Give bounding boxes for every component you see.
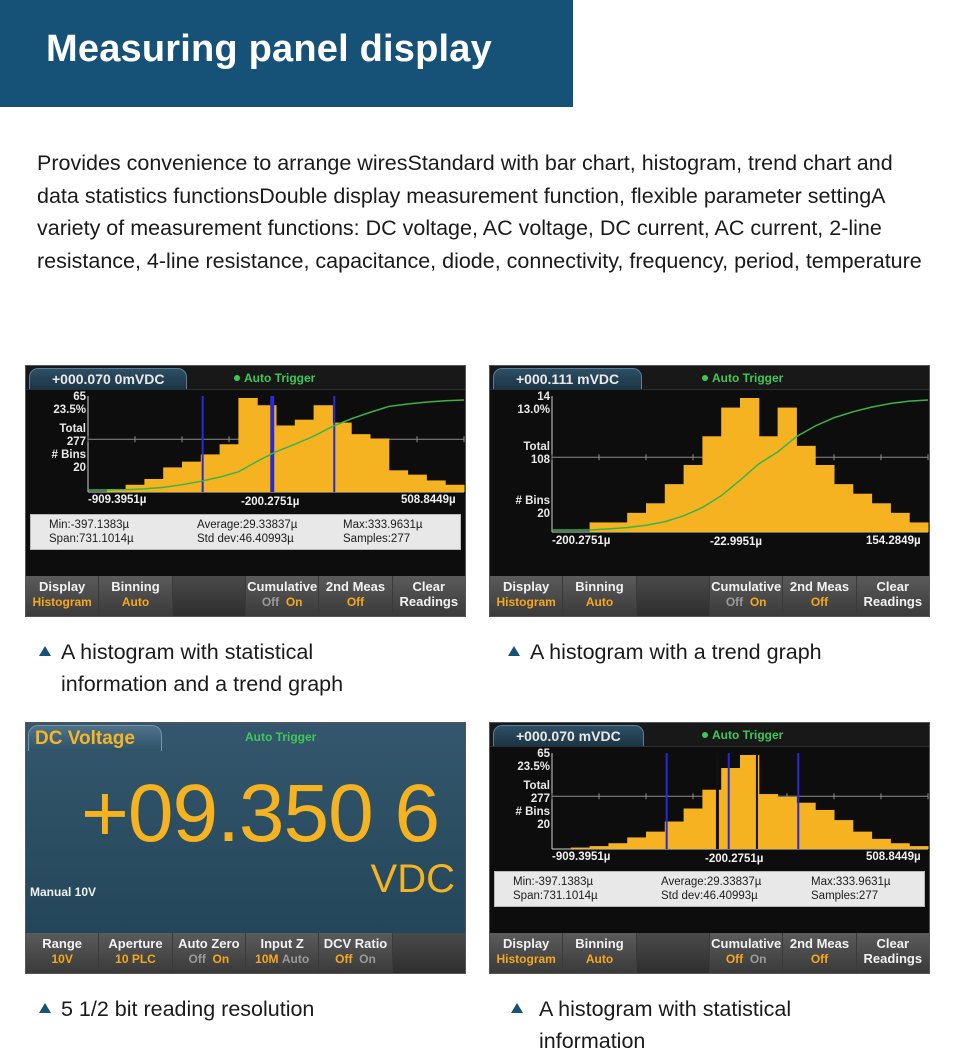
softkey-label: Clear [876,936,910,951]
histogram-bar [351,434,370,492]
softkey-auto-zero[interactable] [173,933,246,973]
status-dot-icon [702,732,708,738]
softkey-label: Range [42,936,83,951]
softkey-label: 2nd Meas [325,579,386,594]
caption-line: A histogram with statistical [61,640,314,664]
x-tick-mid: -200.2751µ [241,496,300,508]
histogram-bar [759,794,778,849]
x-tick-right: 508.8449µ [866,851,921,863]
softkey-value: Histogram [32,595,92,609]
softkey-dcv-ratio[interactable] [319,933,392,973]
stat-span: Span:731.1014µ [513,890,598,902]
softkey-cumulative[interactable] [246,576,319,616]
softkey-cumulative[interactable] [710,933,783,973]
histogram-bar [627,837,646,849]
bins-label: # Bins [51,449,86,461]
softkey-label-2: Readings [863,594,923,609]
histogram-chart [490,391,930,551]
softkey-2nd-meas[interactable] [319,576,392,616]
softkey-label: Display [503,936,550,951]
softkey-display[interactable] [490,576,563,616]
triangle-bullet-icon [39,1003,51,1013]
softkey-value: Auto [585,595,614,609]
histogram-bar [815,810,834,849]
softkey-value: 10 PLC [115,952,156,966]
triangle-bullet-icon [39,646,51,656]
softkey-value: Off [810,595,829,609]
softkey-label: Cumulative [711,579,782,594]
panel-histogram-stats [489,722,930,974]
softkey-label: 2nd Meas [789,936,850,951]
total-value: 108 [530,454,550,466]
softkey-binning[interactable] [563,576,636,616]
histogram-bar [144,479,163,492]
softkey-blank[interactable] [637,933,710,973]
status-dot-icon [234,375,240,381]
softkey-label: Binning [575,936,624,951]
bins-value: 20 [537,819,550,831]
trigger-status [234,371,315,385]
trigger-label: Auto Trigger [244,371,316,385]
readout-tab: +000.070 mVDC [493,725,644,746]
caption-line: information [539,1029,646,1053]
stat-stddev: Std dev:46.40993µ [197,533,294,545]
stat-max: Max:333.9631µ [343,519,423,531]
histogram-bar [408,475,427,492]
y-max-label: 65 [73,391,86,403]
x-tick-left: -909.3951µ [552,851,611,863]
histogram-bar [389,470,408,492]
softkey-display[interactable] [26,576,99,616]
histogram-bar [332,423,351,492]
caption-3 [39,993,459,1027]
panel-histogram-trend [489,365,930,617]
histogram-bar [796,446,815,532]
option-on: Off [335,952,353,966]
histogram-bar [238,398,257,492]
triangle-bullet-icon [508,646,520,656]
softkey-label: Cumulative [711,936,782,951]
readout-tab: +000.070 0mVDC [29,368,187,389]
softkey-input-z[interactable] [246,933,319,973]
histogram-bar [890,843,909,849]
histogram-chart [490,748,930,868]
histogram-bar [163,467,182,492]
softkey-clear-readings[interactable] [393,576,465,616]
panel-histogram-stats-trend [25,365,466,617]
triangle-bullet-icon [511,1003,523,1013]
total-label: Total [523,441,550,453]
histogram-bar [778,408,797,532]
histogram-area [490,748,929,868]
histogram-bar [646,832,665,849]
y-max-label: 65 [537,748,550,760]
stat-max: Max:333.9631µ [811,876,891,888]
bins-label: # Bins [515,806,550,818]
histogram-bar [721,408,740,532]
stat-samples: Samples:277 [343,533,411,545]
option-off: Auto [281,952,310,966]
histogram-area [26,391,465,511]
histogram-bar [872,503,891,532]
option-on: On [749,952,767,966]
histogram-bar [220,444,239,492]
softkey-value [173,952,245,967]
softkey-display[interactable] [490,933,563,973]
softkey-value: Histogram [496,952,556,966]
softkey-range[interactable] [26,933,99,973]
histogram-bar [834,484,853,532]
caption-line: A histogram with a trend graph [530,640,822,664]
softkey-value [319,952,391,967]
range-note: Manual 10V [30,885,97,899]
x-tick-mid: -200.2751µ [705,853,764,865]
caption-text [539,993,791,1057]
softkey-label-2: Readings [863,951,923,966]
softkey-bar [490,576,929,616]
histogram-bar [909,522,928,532]
softkey-label: Display [503,579,550,594]
histogram-bar [702,436,721,532]
histogram-bar [445,485,464,492]
option-off: Off [261,595,280,609]
caption-line: 5 1/2 bit reading resolution [61,997,315,1021]
histogram-bar [608,843,627,849]
trigger-status [245,730,316,744]
histogram-bar [665,484,684,532]
header-banner [0,0,573,107]
panel-dc-voltage [25,722,466,974]
statistics-box [30,514,461,550]
histogram-area [490,391,929,551]
caption-line: A histogram with statistical [539,997,792,1021]
histogram-bar [815,465,834,532]
trigger-status [702,371,783,385]
histogram-bar [590,846,609,849]
page-title: Measuring panel display [46,28,492,70]
histogram-bar [182,462,201,492]
option-on: 10M [255,952,279,966]
x-tick-right: 154.2849µ [866,535,921,547]
total-label: Total [523,780,550,792]
caption-text [61,636,343,700]
bins-value: 20 [537,508,550,520]
histogram-bar [834,820,853,849]
status-dot-icon [702,375,708,381]
stat-average: Average:29.33837µ [197,519,298,531]
histogram-bar [276,425,295,492]
histogram-bar [853,494,872,532]
stat-min: Min:-397.1383µ [49,519,130,531]
total-value: 277 [66,436,86,448]
option-off: Off [725,595,744,609]
histogram-bar [571,848,590,849]
histogram-bar [646,503,665,532]
stat-span: Span:731.1014µ [49,533,134,545]
softkey-label: Cumulative [247,579,318,594]
trigger-label: Auto Trigger [712,371,784,385]
histogram-bar [201,454,220,492]
total-label: Total [59,423,86,435]
intro-paragraph: Provides convenience to arrange wiresStandard with bar chart, histogram, trend chart and data statistics functionsDouble display measurement function, flexible parameter settingA variety of measurement functions: DC voltage, AC voltage, DC current, AC current, 2-line resistance, 4-line resistance, capacitance, diode, connectivity, frequency, period, temperature [37,151,922,273]
softkey-value: Auto [121,595,150,609]
stat-average: Average:29.33837µ [661,876,762,888]
softkey-cumulative[interactable] [710,576,783,616]
histogram-bar [426,480,445,492]
option-on: On [749,595,767,609]
softkey-value: Auto [585,952,614,966]
softkey-blank[interactable] [637,576,710,616]
histogram-bar [872,839,891,849]
softkey-aperture[interactable] [99,933,172,973]
x-tick-mid: -22.9951µ [710,536,763,548]
histogram-bar [721,768,740,849]
softkey-bar [26,576,465,616]
caption-4 [511,993,931,1057]
softkey-label: Display [39,579,86,594]
softkey-value: 10V [51,952,73,966]
softkey-blank[interactable] [173,576,246,616]
y-max-label: 14 [537,391,550,403]
readout-tab: +000.111 mVDC [493,368,642,389]
histogram-bar [314,405,333,492]
histogram-bar [778,797,797,849]
softkey-bar [490,933,929,973]
histogram-chart [26,391,466,511]
softkey-label: Input Z [260,936,304,951]
trigger-label: Auto Trigger [712,728,784,742]
softkey-value: Off [810,952,829,966]
y-pct-label: 23.5% [517,761,550,773]
softkey-clear-readings[interactable] [857,576,929,616]
histogram-bar [370,438,389,492]
histogram-bar [627,513,646,532]
stat-min: Min:-397.1383µ [513,876,594,888]
trigger-status [702,728,783,742]
stat-samples: Samples:277 [811,890,879,902]
softkey-2nd-meas[interactable] [783,933,856,973]
x-tick-right: 508.8449µ [401,494,456,506]
x-tick-left: -909.3951µ [88,494,147,506]
trigger-label: Auto Trigger [245,730,317,744]
histogram-bar [684,809,703,849]
x-tick-left: -200.2751µ [552,535,611,547]
measurement-unit: VDC [370,857,455,901]
caption-1 [39,636,459,702]
caption-2 [508,636,928,670]
bins-label: # Bins [515,495,550,507]
softkey-blank[interactable] [393,933,465,973]
function-tab: DC Voltage [28,725,162,751]
histogram-bar [684,465,703,532]
softkey-label: Binning [111,579,160,594]
histogram-bar [853,832,872,849]
caption-line: information and a trend graph [61,672,344,696]
histogram-bar [665,822,684,849]
softkey-value [710,595,782,610]
softkey-label: Aperture [108,936,163,951]
total-value: 277 [530,793,550,805]
statistics-box [494,871,925,907]
option-on: On [212,952,230,966]
panel-topbar [26,366,465,390]
softkey-2nd-meas[interactable] [783,576,856,616]
histogram-bar [909,846,928,849]
panel-topbar [490,723,929,747]
bins-value: 20 [73,462,86,474]
softkey-label: Auto Zero [178,936,240,951]
option-off: On [359,952,376,966]
softkey-label: Clear [412,579,446,594]
histogram-bar [295,420,314,492]
softkey-value: Off [346,595,365,609]
softkey-label: DCV Ratio [323,936,388,951]
softkey-value [710,952,782,967]
main-display [26,723,465,933]
softkey-value [246,952,318,967]
panel-topbar [490,366,929,390]
softkey-label-2: Readings [399,594,459,609]
softkey-value [246,595,318,610]
stat-stddev: Std dev:46.40993µ [661,890,758,902]
softkey-clear-readings[interactable] [857,933,929,973]
softkey-bar [26,933,465,973]
option-off: Off [188,952,206,966]
softkey-value: Histogram [496,595,556,609]
softkey-binning[interactable] [563,933,636,973]
y-pct-label: 23.5% [53,404,86,416]
y-pct-label: 13.0% [517,404,550,416]
option-off: Off [725,952,744,966]
option-on: On [285,595,303,609]
histogram-bar [759,436,778,532]
softkey-binning[interactable] [99,576,172,616]
histogram-bar [796,803,815,849]
softkey-label: Clear [876,579,910,594]
softkey-label: 2nd Meas [789,579,850,594]
histogram-bar [890,513,909,532]
softkey-label: Binning [575,579,624,594]
measurement-value: +09.350 6 [81,768,440,859]
